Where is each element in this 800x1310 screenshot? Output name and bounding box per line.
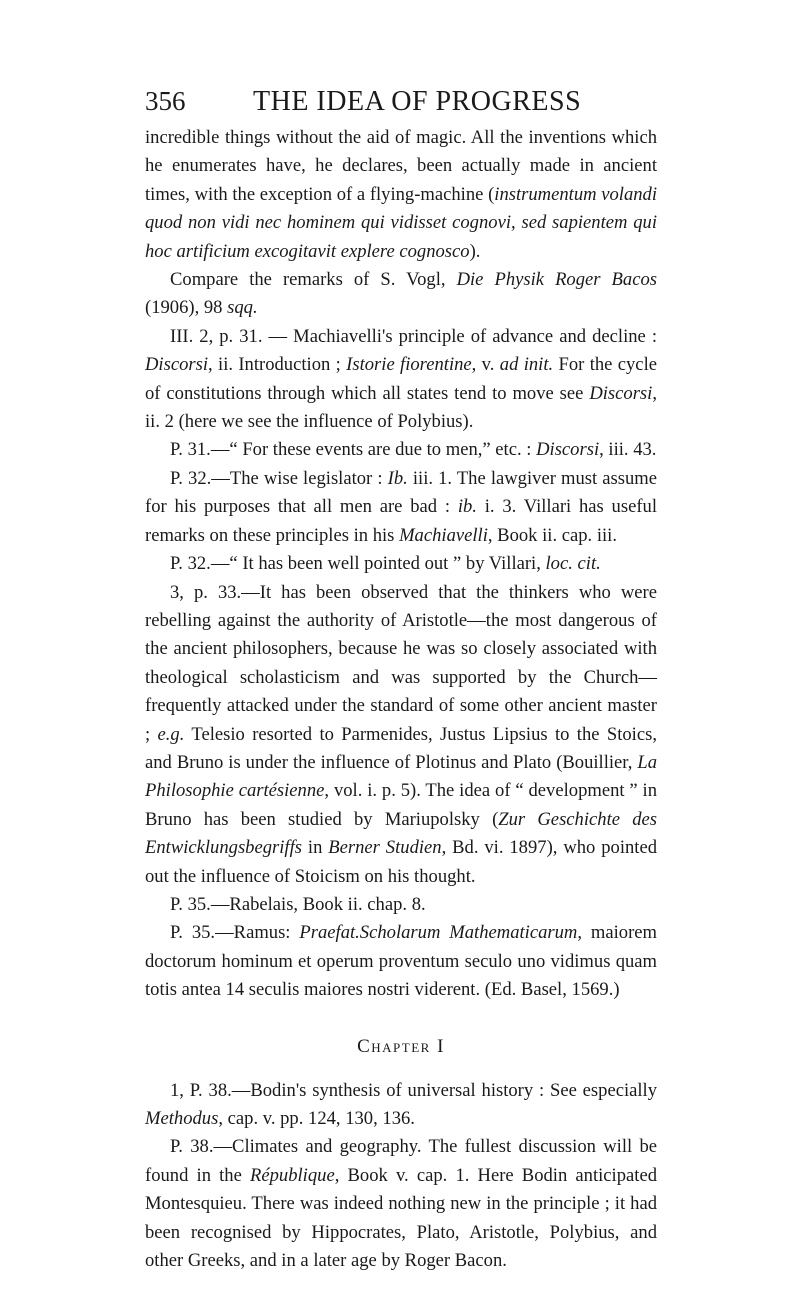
italic-text: Discorsi [536,439,600,461]
text-run: , Bd. vi. 1897), who pointed out the influence of Stoicism on his thought. [145,837,658,887]
italic-text: Machiavelli [399,524,488,546]
text-run: , Book ii. cap. iii. [487,524,617,546]
italic-text: sed sapientem qui hoc artificium excogitavit explere cognosco [145,212,658,262]
italic-text: République [250,1164,335,1186]
text-run: iii. 1. The lawgiver must assume for his purposes that all men are bad : [145,467,657,518]
text-run: P. 35.—Ramus: [170,922,300,944]
page-header [145,82,665,126]
text-run: ). [469,240,481,262]
text-run: , iii. 43. [599,439,657,461]
text-run: P. 32.—“ It has been well pointed out ” by Villari, [170,553,546,575]
text-run: in [302,837,329,859]
italic-text: Zur Geschichte des Entwicklungsbegriffs [145,808,657,859]
italic-text: sqq. [227,297,258,319]
note-paragraph [145,1133,657,1275]
italic-text: ad init. [499,354,554,376]
italic-text: Istorie fiorentine [346,354,472,376]
text-run: III. 2, p. 31. — Machiavelli's principle of advance and decline : [170,325,657,347]
text-run: , v. [471,354,500,376]
text-run: , cap. v. pp. 124, 130, 136. [218,1108,415,1129]
italic-text: Die Physik Roger Bacos [456,269,657,291]
italic-text: Discorsi [145,354,209,376]
note-paragraph [145,266,657,323]
italic-text: Ib. [387,467,408,489]
text-run: P. 35.—Rabelais, Book ii. chap. 8. [170,893,426,915]
page-number: 356 [145,86,186,116]
text-run: P. 32.—The wise legislator : [170,467,388,489]
text-run: , maiorem doctorum hominum et operum proventum seculo uno vidimus quam totis antea 14 seculis maiores nostri viderent. (Ed. Basel, 1569.) [145,922,657,1001]
note-paragraph [145,124,657,266]
text-run: 3, p. 33.—It has been observed that the thinkers who were rebelling against the authority of Aristotle—the most dangerous of the ancient philosophers, because he was so closely associated with theological scholasticism and was supported by the Church—frequently attacked under the standard of some other ancient master ; [145,581,657,745]
text-run: 1, P. 38.—Bodin's synthesis of universal history : See especially [170,1079,657,1101]
text-run: Compare the remarks of S. Vogl, [170,269,457,291]
note-paragraph [145,550,657,578]
italic-text: e.g. [157,723,185,745]
text-run: incredible things without the aid of magic. All the inventions which he enumerates have, he declares, been actually made in ancient times, with the exception of a flying-machine ( [145,127,657,205]
text-run: , Book v. cap. 1. Here Bodin anticipated Montesquieu. There was indeed nothing new in the principle ; it had been recognised by Hippocrates, Plato, Aristotle, Polybius, and other Greeks, and in a later age by Roger Bacon. [145,1164,657,1272]
note-paragraph [145,436,657,464]
italic-text: Praefat.Scholarum Mathematicarum [299,922,578,944]
text-run: , [510,212,522,234]
text-run: P. 38.—Climates and geography. The fullest discussion will be found in the [145,1136,657,1186]
text-run: Telesio resorted to Parmenides, Justus Lipsius to the Stoics, and Bruno is under the influence of Plotinus and Plato (Bouillier, [145,723,657,773]
note-paragraph [145,891,657,919]
text-run: (1906), 98 [145,297,228,319]
note-paragraph [145,1077,657,1134]
italic-text: Methodus [145,1108,219,1129]
text-run: P. 31.—“ For these events are due to men,” etc. : [170,439,537,461]
text-run: For the cycle of constitutions through which all states tend to move see [145,354,657,404]
text-run: , vol. i. p. 5). The idea of “ development ” in Bruno has been studied by Mariupolsky ( [145,780,658,830]
text-run: i. 3. Villari has useful remarks on these principles in his [145,496,657,546]
italic-text: La Philosophie cartésienne [145,751,657,802]
note-paragraph [145,323,657,437]
chapter-heading: Chapter I [357,1035,445,1057]
running-title: THE IDEA OF PROGRESS [253,86,582,117]
italic-text: instrumentum volandi quod non vidi nec hominem qui vidisset cognovi [145,183,658,234]
italic-text: Berner Studien [328,837,442,859]
text-run: , ii. 2 (here we see the influence of Polybius). [145,382,657,433]
chapter-notes-section [145,1077,657,1276]
italic-text: ib. [457,496,477,518]
italic-text: loc. cit. [545,553,601,575]
notes-section [145,124,657,1005]
note-paragraph [145,465,657,550]
text-block [145,124,657,1275]
italic-text: Discorsi [589,382,653,404]
text-run: , ii. Introduction ; [208,354,347,376]
note-paragraph [145,919,657,1004]
note-paragraph [145,579,657,891]
